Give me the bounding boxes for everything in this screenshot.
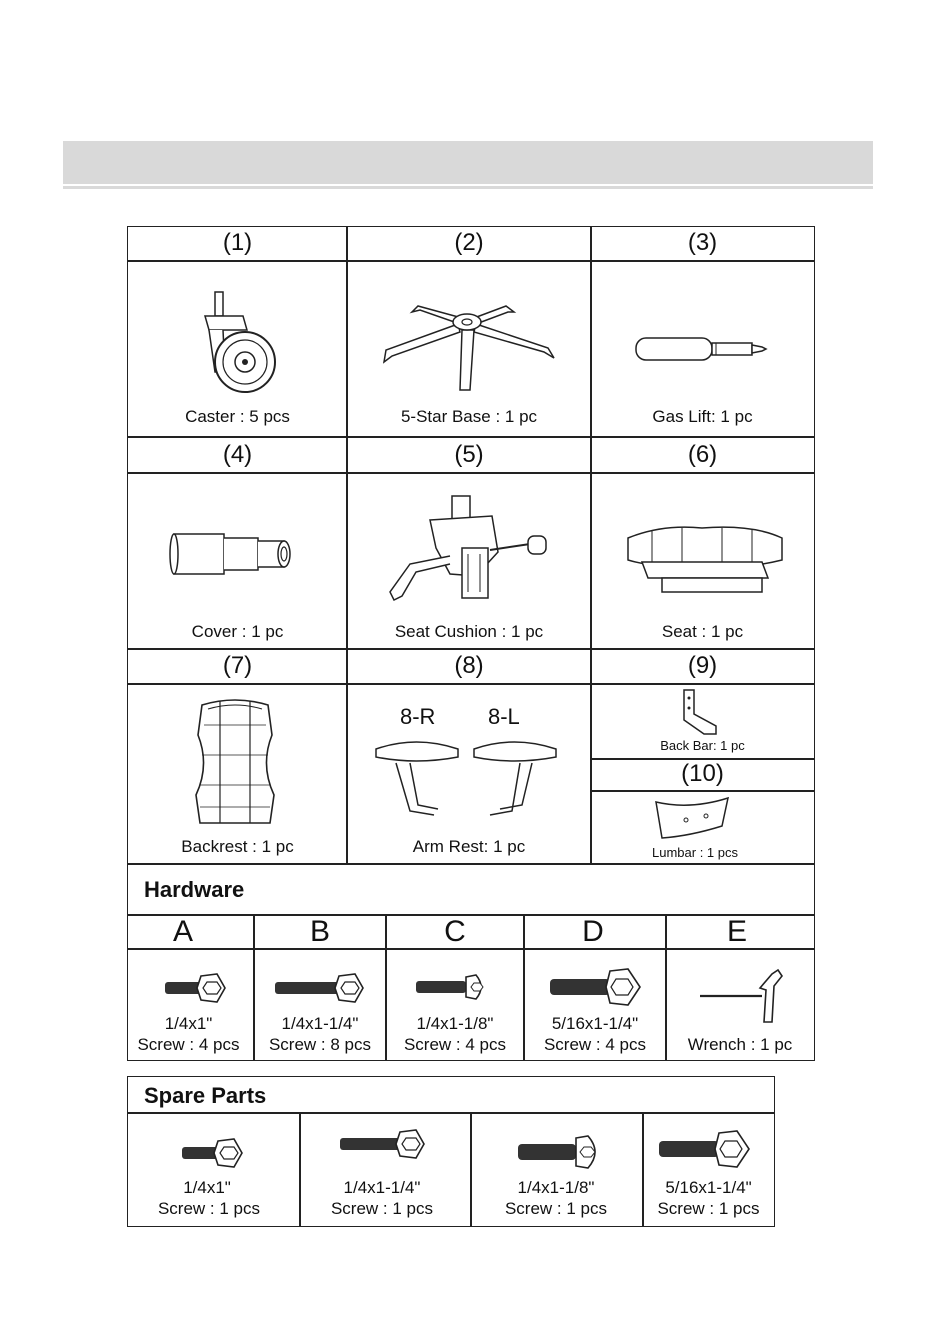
hardware-letter: E: [726, 915, 747, 948]
part-label: Caster : 5 pcs: [185, 407, 290, 426]
part-label: Back Bar: 1 pc: [660, 738, 745, 753]
arm-rest-icon: [470, 735, 560, 820]
hardware-letter: D: [582, 915, 604, 948]
star-base-icon: [378, 300, 558, 395]
part-number: (8): [454, 652, 484, 679]
part-label: 5-Star Base : 1 pc: [400, 407, 538, 426]
hex-bolt-icon: [338, 1128, 426, 1160]
arm-rest-right-label: 8-R: [400, 704, 436, 729]
hardware-size: 1/4x1-1/8": [416, 1014, 494, 1033]
part-number: (7): [222, 652, 253, 679]
hardware-title: Hardware: [144, 877, 245, 902]
part-label: Cover : 1 pc: [191, 622, 284, 641]
hex-bolt-icon: [180, 1137, 244, 1169]
hardware-letter: C: [444, 915, 466, 948]
spare-size: 1/4x1": [183, 1178, 231, 1197]
spare-size: 1/4x1-1/8": [517, 1178, 595, 1197]
hardware-qty: Screw : 4 pcs: [403, 1035, 507, 1054]
cover-icon: [168, 530, 293, 578]
hardware-qty: Screw : 8 pcs: [268, 1035, 372, 1054]
allen-wrench-icon: [698, 966, 788, 1024]
part-label: Arm Rest: 1 pc: [412, 837, 526, 856]
spare-qty: Screw : 1 pcs: [657, 1199, 760, 1218]
arm-rest-icon: [372, 735, 462, 820]
back-bar-icon: [680, 688, 725, 738]
part-number: (2): [454, 229, 484, 256]
hardware-size: 1/4x1": [164, 1014, 213, 1033]
socket-screw-icon: [414, 972, 488, 1002]
spare-qty: Screw : 1 pcs: [504, 1199, 608, 1218]
hardware-letter: B: [309, 915, 330, 948]
spare-parts-title: Spare Parts: [144, 1083, 267, 1108]
part-number: (5): [454, 441, 484, 468]
part-label: Seat Cushion : 1 pc: [394, 622, 544, 641]
part-number: (10): [681, 760, 724, 787]
arm-rest-left-label: 8-L: [488, 704, 520, 729]
part-number: (9): [687, 652, 718, 679]
spare-size: 1/4x1-1/4": [343, 1178, 421, 1197]
hardware-qty: Screw : 4 pcs: [543, 1035, 647, 1054]
part-number: (3): [687, 229, 718, 256]
header-bar: [63, 141, 873, 184]
hardware-size: 1/4x1-1/4": [281, 1014, 359, 1033]
part-label: Lumbar : 1 pcs: [652, 845, 738, 860]
spare-qty: Screw : 1 pcs: [157, 1199, 261, 1218]
caster-icon: [195, 290, 285, 400]
part-number: (1): [222, 229, 253, 256]
hex-bolt-icon: [548, 967, 642, 1007]
hex-bolt-icon: [273, 972, 365, 1004]
seat-icon: [622, 520, 787, 600]
spare-size: 5/16x1-1/4": [665, 1178, 752, 1197]
part-number: (4): [222, 441, 253, 468]
spare-qty: Screw : 1 pcs: [330, 1199, 434, 1218]
hardware-size: 5/16x1-1/4": [551, 1014, 639, 1033]
part-number: (6): [687, 441, 718, 468]
hardware-qty: Wrench : 1 pc: [687, 1035, 793, 1054]
header-rule: [63, 186, 873, 189]
hardware-letter: A: [172, 915, 193, 948]
part-label: Seat : 1 pc: [661, 622, 744, 641]
lumbar-pillow-icon: [650, 796, 735, 841]
part-label: Gas Lift: 1 pc: [652, 407, 753, 426]
part-label: Backrest : 1 pc: [181, 837, 294, 856]
backrest-icon: [190, 695, 280, 830]
hex-bolt-icon: [657, 1129, 751, 1169]
hex-bolt-icon: [163, 972, 227, 1004]
socket-screw-icon: [516, 1134, 604, 1170]
seat-mechanism-icon: [380, 492, 555, 612]
gas-lift-icon: [632, 334, 772, 364]
hardware-qty: Screw : 4 pcs: [137, 1035, 240, 1054]
